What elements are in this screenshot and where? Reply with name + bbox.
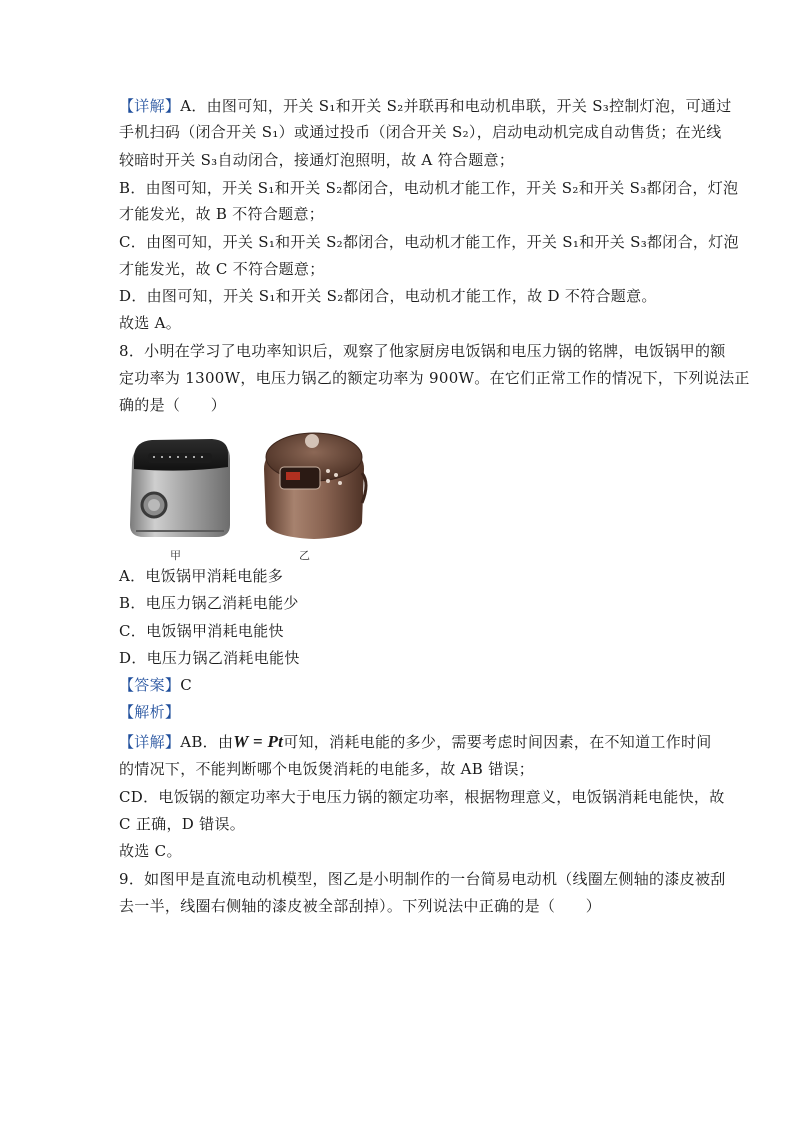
- pressure-cooker-yi-image: [258, 423, 372, 541]
- q8-stem-line-2: 定功率为 1300W，电压力锅乙的额定功率为 900W。在它们正常工作的情况下，下列说法正: [119, 369, 750, 387]
- detail-choose: 故选 A。: [119, 314, 182, 332]
- q8-detail-line-2: 的情况下，不能判断哪个电饭煲消耗的电能多，故 AB 错误；: [119, 760, 535, 778]
- detail-tag: 【详解】: [119, 733, 181, 751]
- q8-stem-line-1: 8．小明在学习了电功率知识后，观察了他家厨房电饭锅和电压力锅的铭牌，电饭锅甲的额: [119, 342, 726, 360]
- detail-line-2: 手机扫码（闭合开关 S₁）或通过投币（闭合开关 S₂），启动电动机完成自动售货；在光线: [119, 123, 722, 141]
- q8-detail-line-1: 【详解】AB．由W = Pt可知，消耗电能的多少，需要考虑时间因素，在不知道工作时间: [119, 732, 712, 751]
- answer-tag: 【答案】: [119, 676, 181, 694]
- q9-stem-line-2: 去一半，线圈右侧轴的漆皮被全部刮掉）。下列说法中正确的是（ ）: [119, 897, 602, 915]
- q8-option-d: D．电压力锅乙消耗电能快: [119, 649, 300, 667]
- caption-yi: 乙: [299, 549, 310, 562]
- q9-stem-line-1: 9．如图甲是直流电动机模型，图乙是小明制作的一台简易电动机（线圈左侧轴的漆皮被刮: [119, 870, 726, 888]
- q8-detail-line-3: CD．电饭锅的额定功率大于电压力锅的额定功率，根据物理意义，电饭锅消耗电能快，故: [119, 788, 725, 806]
- q8-answer: [119, 675, 192, 695]
- q8-analysis-tag: 【解析】: [119, 703, 181, 721]
- q8-detail-line-4: C 正确，D 错误。: [119, 815, 246, 833]
- q8-option-b: B．电压力锅乙消耗电能少: [119, 594, 299, 612]
- detail-tag: 【详解】: [119, 97, 181, 115]
- detail-line-3: 较暗时开关 S₃自动闭合，接通灯泡照明，故 A 符合题意；: [119, 151, 515, 169]
- detail-line-5: 才能发光，故 B 不符合题意；: [119, 205, 325, 223]
- detail-line-8: D．由图可知，开关 S₁和开关 S₂都闭合，电动机才能工作，故 D 不符合题意。: [119, 287, 657, 305]
- q8-choose: 故选 C。: [119, 842, 182, 860]
- detail-line-6: C．由图可知，开关 S₁和开关 S₂都闭合，电动机才能工作，开关 S₁和开关 S₃都闭合，灯泡: [119, 233, 739, 251]
- detail-line-7: 才能发光，故 C 不符合题意；: [119, 260, 325, 278]
- detail-line-1: 【详解】A．由图可知，开关 S₁和开关 S₂并联再和电动机串联，开关 S₃控制灯泡，可通过: [119, 97, 732, 115]
- q8-option-c: C．电饭锅甲消耗电能快: [119, 622, 284, 640]
- q8-option-a: A．电饭锅甲消耗电能多: [119, 567, 284, 585]
- formula-w: W: [233, 732, 249, 751]
- formula-pt: Pt: [267, 732, 284, 751]
- answer-value: C: [180, 676, 192, 694]
- q8-stem-line-3: 确的是（ ）: [119, 396, 227, 414]
- rice-cooker-jia-image: [124, 433, 236, 541]
- caption-jia: 甲: [170, 549, 181, 562]
- detail-line-4: B．由图可知，开关 S₁和开关 S₂都闭合，电动机才能工作，开关 S₂和开关 S₃都闭合，灯泡: [119, 179, 739, 197]
